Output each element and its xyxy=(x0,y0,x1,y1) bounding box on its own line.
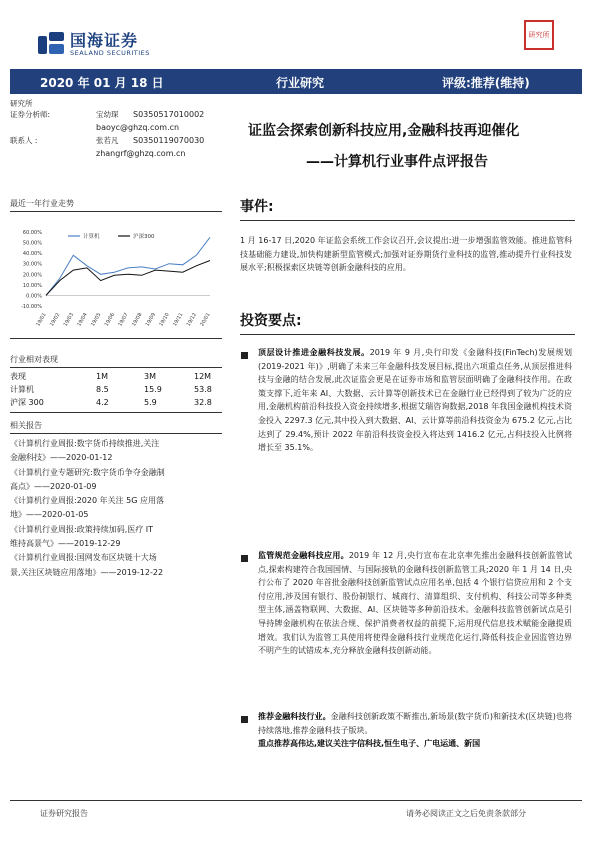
related-report-line: 《计算机行业周报:数字货币持续推进,关注 xyxy=(10,439,160,448)
point-paragraph-1 xyxy=(258,346,572,455)
report-subtitle: ——计算机行业事件点评报告 xyxy=(306,154,488,170)
logo-text-en: SEALAND SECURITIES xyxy=(70,48,150,57)
event-text: 1 月 16-17 日,2020 年证监会系统工作会议召开,会议提出:进一步增强监管效能。推进监管科技基础能力建设,加快构建新型监管模式;加强对证券期货行业科技的监管,推动提升行业科技发展水平;积极探索区块链等创新金融科技的应用。 xyxy=(240,236,572,273)
related-report-item[interactable] xyxy=(10,523,224,552)
table-cell: 5.9 xyxy=(144,398,157,407)
series-line-computer xyxy=(46,237,210,295)
performance-table xyxy=(10,370,220,409)
point-lead-3b: 重点推荐高伟达,建议关注宇信科技,恒生电子、广电运通、新国 xyxy=(258,739,481,749)
table-header-cell: 12M xyxy=(194,372,212,381)
table-header-cell: 表现 xyxy=(10,372,26,381)
report-rating: 评级:推荐(维持) xyxy=(442,76,530,90)
contact-email[interactable]: zhangrf@ghzq.com.cn xyxy=(96,149,186,158)
institute-seal: 研究所 xyxy=(524,20,554,50)
contact-name: 张若凡 xyxy=(96,136,119,145)
legend-label: 沪深300 xyxy=(133,234,155,240)
y-tick-label: 0.00% xyxy=(26,293,42,300)
related-report-line: 《计算机行业周报:国网发布区块链十大场 xyxy=(10,553,157,563)
series-line-hs300 xyxy=(46,261,210,296)
x-tick-label: 19/04 xyxy=(76,312,89,328)
related-report-line: 景,关注区块链应用落地》——2019-12-22 xyxy=(10,567,164,577)
point-lead-2: 监管规范金融科技应用。 xyxy=(258,551,349,560)
y-tick-label: 60.00% xyxy=(22,230,42,236)
bullet-icon xyxy=(241,555,248,562)
logo-mark-icon xyxy=(38,32,64,58)
related-report-item[interactable] xyxy=(10,551,224,580)
related-report-line: 维持高景气》——2019-12-29 xyxy=(10,539,121,549)
table-cell: 32.8 xyxy=(194,398,212,407)
point-lead-1: 顶层设计推进金融科技发展。 xyxy=(258,348,370,357)
related-report-item[interactable] xyxy=(10,494,224,523)
trend-section-title: 最近一年行业走势 xyxy=(10,199,74,208)
bullet-icon xyxy=(241,352,248,359)
related-report-line: 《计算机行业专题研究:数字货币争夺金融制 xyxy=(10,467,165,477)
table-header-cell: 3M xyxy=(144,372,156,381)
x-tick-label: 19/10 xyxy=(158,312,171,328)
event-heading: 事件: xyxy=(240,199,274,215)
x-tick-label: 19/06 xyxy=(103,312,117,328)
table-cell: 4.2 xyxy=(96,398,109,407)
table-cell: 53.8 xyxy=(194,385,212,394)
y-tick-label: 50.00% xyxy=(22,240,42,247)
company-logo xyxy=(38,30,150,60)
logo-text-cn: 国海证券 xyxy=(70,30,139,50)
related-reports-title: 相关报告 xyxy=(10,421,42,430)
x-tick-label: 19/11 xyxy=(171,312,185,328)
report-info-bar xyxy=(10,69,582,94)
related-report-line: 高点》——2020-01-09 xyxy=(10,481,97,491)
contact-license: S0350119070030 xyxy=(133,136,205,145)
performance-title: 行业相对表现 xyxy=(10,355,58,364)
analyst-name-1: 宝幼琛 xyxy=(96,110,119,119)
table-cell: 沪深 300 xyxy=(10,398,44,407)
point-lead-3: 推荐金融科技行业。 xyxy=(258,712,331,721)
divider xyxy=(240,334,575,335)
point-paragraph-2 xyxy=(258,549,572,658)
report-category: 行业研究 xyxy=(276,76,325,90)
x-tick-label: 19/07 xyxy=(117,312,130,328)
table-row xyxy=(10,383,220,396)
divider xyxy=(10,338,222,339)
points-heading: 投资要点: xyxy=(240,313,302,329)
x-tick-label: 20/01 xyxy=(199,312,212,328)
x-tick-label: 19/08 xyxy=(130,312,144,328)
y-tick-label: 30.00% xyxy=(22,261,42,268)
divider xyxy=(10,412,222,413)
point-text-1: 2019 年 9 月,央行印发《金融科技(FinTech)发展规划(2019-2021 年)》,明确了未来三年金融科技发展目标,提出六项重点任务,从顶层推进科技与金融的结合发展,此次证监会更是在证券市场和监管层面明确了金融科技作用。在政策支撑下,近年来 AI、大数据、云计算等创新技术已在金融行业已经得到了较为广泛的应用,金融机构前沿科技投入资金持续增多,根据艾瑞咨询数据,2018 年我国金融机构技术资金投入 2297.3 亿元,其中投入到大数据、AI、云计算等前沿科技资金为 675.2 亿元,占比达到了 29.4%,预计 2022 年前沿科技资金投入将达到 1416.2 亿元,占科技投入比例将增长至 35.1%。 xyxy=(258,348,573,453)
y-tick-label: -10.00% xyxy=(21,304,42,310)
point-text-3: 金融科技创新政策不断推出,新场景(数字货币)和新技术(区块链)也将持续落地,推荐金融科技子版块。 xyxy=(258,712,572,735)
contact-role: 联系人 : xyxy=(10,136,38,145)
trend-chart xyxy=(10,222,222,332)
related-report-line: 地》——2020-01-05 xyxy=(10,510,89,520)
analyst-role-1: 证券分析师: xyxy=(10,110,51,119)
analyst-license-1: S0350517010002 xyxy=(133,110,205,119)
report-title: 证监会探索创新科技应用,金融科技再迎催化 xyxy=(248,123,520,139)
related-report-item[interactable] xyxy=(10,437,224,466)
related-report-line: 《计算机行业周报:2020 年关注 5G 应用落 xyxy=(10,496,164,506)
y-tick-label: 40.00% xyxy=(22,251,42,258)
x-tick-label: 19/02 xyxy=(48,312,62,328)
x-tick-label: 19/03 xyxy=(62,312,76,328)
footer-divider xyxy=(10,800,582,801)
footer-left: 证券研究报告 xyxy=(40,809,88,818)
divider xyxy=(240,220,575,221)
table-header-cell: 1M xyxy=(96,372,108,381)
analyst-email-1[interactable]: baoyc@ghzq.com.cn xyxy=(96,123,180,132)
related-report-line: 金融科技》——2020-01-12 xyxy=(10,453,113,463)
footer-disclaimer: 请务必阅读正文之后免责条款部分 xyxy=(406,809,526,818)
bullet-icon xyxy=(241,716,248,723)
related-report-line: 《计算机行业周报:政策持续加码,医疗 IT xyxy=(10,524,154,534)
y-tick-label: 20.00% xyxy=(22,272,42,279)
table-header-row xyxy=(10,370,220,383)
x-tick-label: 19/12 xyxy=(185,312,199,328)
y-tick-label: 10.00% xyxy=(22,282,42,289)
point-paragraph-3 xyxy=(258,710,572,751)
divider xyxy=(10,367,222,368)
report-date: 2020 年 01 月 18 日 xyxy=(40,76,164,90)
institute-label: 研究所 xyxy=(10,99,33,108)
table-cell: 15.9 xyxy=(144,385,162,394)
x-tick-label: 19/09 xyxy=(144,312,158,328)
related-reports-list xyxy=(10,437,224,580)
x-tick-label: 19/05 xyxy=(89,312,103,328)
table-cell: 8.5 xyxy=(96,385,109,394)
divider xyxy=(10,211,222,212)
divider xyxy=(10,433,222,434)
table-cell: 计算机 xyxy=(10,385,34,394)
related-report-item[interactable] xyxy=(10,466,224,495)
x-tick-label: 19/01 xyxy=(35,312,48,328)
legend-label: 计算机 xyxy=(83,234,100,240)
point-text-2: 2019 年 12 月,央行宣布在北京率先推出金融科技创新监管试点,探索构建符合我国国情、与国际接轨的金融科技创新监管工具;2020 年 1 月 14 日,央行公布了 2020 年首批金融科技创新监管试点应用名单,包括 4 个银行信贷应用和 2 个支付应用,涉及国有银行、股份制银行、城商行、清算组织、支付机构、科技公司等多种类型主体,涵盖物联网、大数据、AI、区块链等多种前沿技术。金融科技监管创新试点是引导持牌金融机构在依法合规、保护消费者权益的前提下,运用现代信息技术赋能金融提质增效。我们认为监管工具使用将使得金融科技行业规范化运行,降低科技企业因监管边界不明产生的试错成本,充分释放金融科技创新动能。 xyxy=(258,551,572,656)
table-row xyxy=(10,396,220,409)
